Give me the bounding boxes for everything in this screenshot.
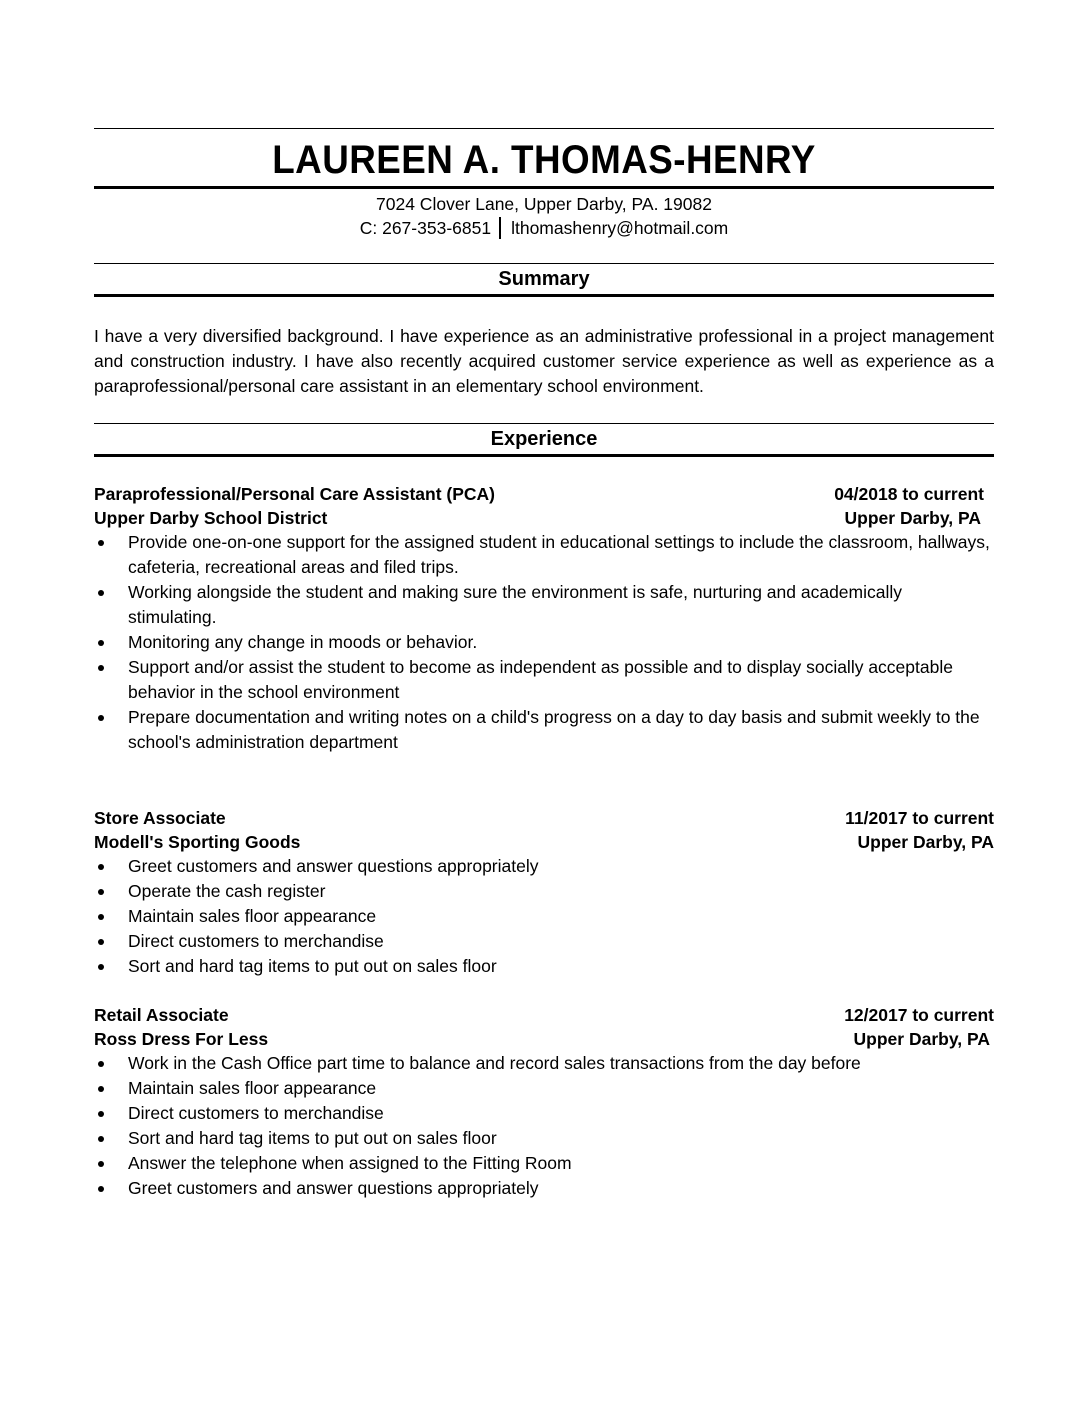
list-item: [94, 1051, 994, 1076]
job-header-row: [94, 1003, 994, 1027]
job-header-row: [94, 806, 994, 830]
contact-phone: C: 267-353-6851: [359, 218, 492, 238]
bullet-icon: [98, 939, 104, 945]
bullet-text: Prepare documentation and writing notes on a child's progress on a day to day basis and submit weekly to the school's administration department: [128, 707, 980, 752]
contact-separator: [499, 217, 501, 239]
job-location: Upper Darby, PA: [857, 832, 994, 852]
bullet-text: Support and/or assist the student to become as independent as possible and to display socially acceptable behavior in the school environment: [128, 657, 953, 702]
bullet-text: Sort and hard tag items to put out on sales floor: [128, 1128, 497, 1148]
list-item: [94, 904, 994, 929]
list-item: [94, 705, 994, 755]
job-title: Store Associate: [94, 808, 226, 828]
bullet-text: Operate the cash register: [128, 881, 326, 901]
bullet-icon: [98, 914, 104, 920]
job-entry-retail-associate: [94, 1003, 994, 1201]
job-title: Retail Associate: [94, 1005, 229, 1025]
bullet-text: Greet customers and answer questions appropriately: [128, 1178, 539, 1198]
bullet-text: Answer the telephone when assigned to the Fitting Room: [128, 1153, 572, 1173]
experience-bottom-rule: [94, 454, 994, 457]
job-company: Modell's Sporting Goods: [94, 832, 301, 852]
contact-line: [94, 216, 994, 240]
list-item: [94, 854, 994, 879]
job-location: Upper Darby, PA: [853, 1029, 990, 1049]
job-header-row: [94, 482, 994, 506]
job-dates: 11/2017 to current: [845, 808, 994, 828]
bullet-text: Work in the Cash Office part time to balance and record sales transactions from the day before: [128, 1053, 861, 1073]
list-item: [94, 1176, 994, 1201]
bullet-icon: [98, 1061, 104, 1067]
bullet-icon: [98, 1136, 104, 1142]
list-item: [94, 1151, 994, 1176]
top-rule: [94, 128, 994, 129]
job-title: Paraprofessional/Personal Care Assistant (PCA): [94, 484, 496, 504]
job-entry-pca: [94, 482, 994, 755]
bullet-text: Direct customers to merchandise: [128, 931, 384, 951]
bullet-icon: [98, 540, 104, 546]
bullet-text: Maintain sales floor appearance: [128, 1078, 377, 1098]
candidate-name: LAUREEN A. THOMAS-HENRY: [272, 138, 816, 182]
bullet-icon: [98, 715, 104, 721]
bullet-text: Greet customers and answer questions appropriately: [128, 856, 539, 876]
bullet-icon: [98, 964, 104, 970]
list-item: [94, 530, 994, 580]
bullet-icon: [98, 665, 104, 671]
job-dates: 04/2018 to current: [834, 484, 984, 504]
bullet-icon: [98, 1161, 104, 1167]
job-company: Upper Darby School District: [94, 508, 328, 528]
list-item: [94, 655, 994, 705]
list-item: [94, 879, 994, 904]
job-location: Upper Darby, PA: [844, 508, 981, 528]
job-dates: 12/2017 to current: [844, 1005, 994, 1025]
bullet-text: Working alongside the student and making sure the environment is safe, nurturing and academically stimulating.: [128, 582, 903, 627]
list-item: [94, 929, 994, 954]
bullet-icon: [98, 640, 104, 646]
bullet-text: Sort and hard tag items to put out on sales floor: [128, 956, 497, 976]
experience-heading: Experience: [490, 428, 598, 450]
list-item: [94, 580, 994, 630]
summary-bottom-rule: [94, 294, 994, 297]
job-company: Ross Dress For Less: [94, 1029, 269, 1049]
job-entry-store-associate: [94, 806, 994, 979]
list-item: [94, 1076, 994, 1101]
bullet-text: Provide one-on-one support for the assigned student in educational settings to include the classroom, hallways, cafeteria, recreational areas and filed trips.: [128, 532, 990, 577]
job-company-row: [94, 830, 994, 854]
list-item: [94, 1126, 994, 1151]
summary-text: I have a very diversified background. I have experience as an administrative professional in a project management and construction industry. I have also recently acquired customer service experience as well as experience as a paraprofessional/personal care assistant in an elementary school environment.: [94, 326, 994, 396]
job-company-row: [94, 1027, 994, 1051]
contact-address: 7024 Clover Lane, Upper Darby, PA. 19082: [376, 194, 712, 214]
bullet-icon: [98, 590, 104, 596]
list-item: [94, 1101, 994, 1126]
list-item: [94, 630, 994, 655]
bullet-text: Monitoring any change in moods or behavior.: [128, 632, 478, 652]
job-company-row: [94, 506, 994, 530]
contact-email: lthomashenry@hotmail.com: [511, 218, 729, 238]
job-bullet-list: [94, 854, 994, 979]
list-item: [94, 954, 994, 979]
bullet-text: Maintain sales floor appearance: [128, 906, 377, 926]
bullet-text: Direct customers to merchandise: [128, 1103, 384, 1123]
job-bullet-list: [94, 530, 994, 755]
bullet-icon: [98, 1111, 104, 1117]
bullet-icon: [98, 864, 104, 870]
resume-page: [94, 128, 994, 1201]
bullet-icon: [98, 1086, 104, 1092]
summary-heading: Summary: [498, 268, 590, 290]
bullet-icon: [98, 889, 104, 895]
job-bullet-list: [94, 1051, 994, 1201]
bullet-icon: [98, 1186, 104, 1192]
